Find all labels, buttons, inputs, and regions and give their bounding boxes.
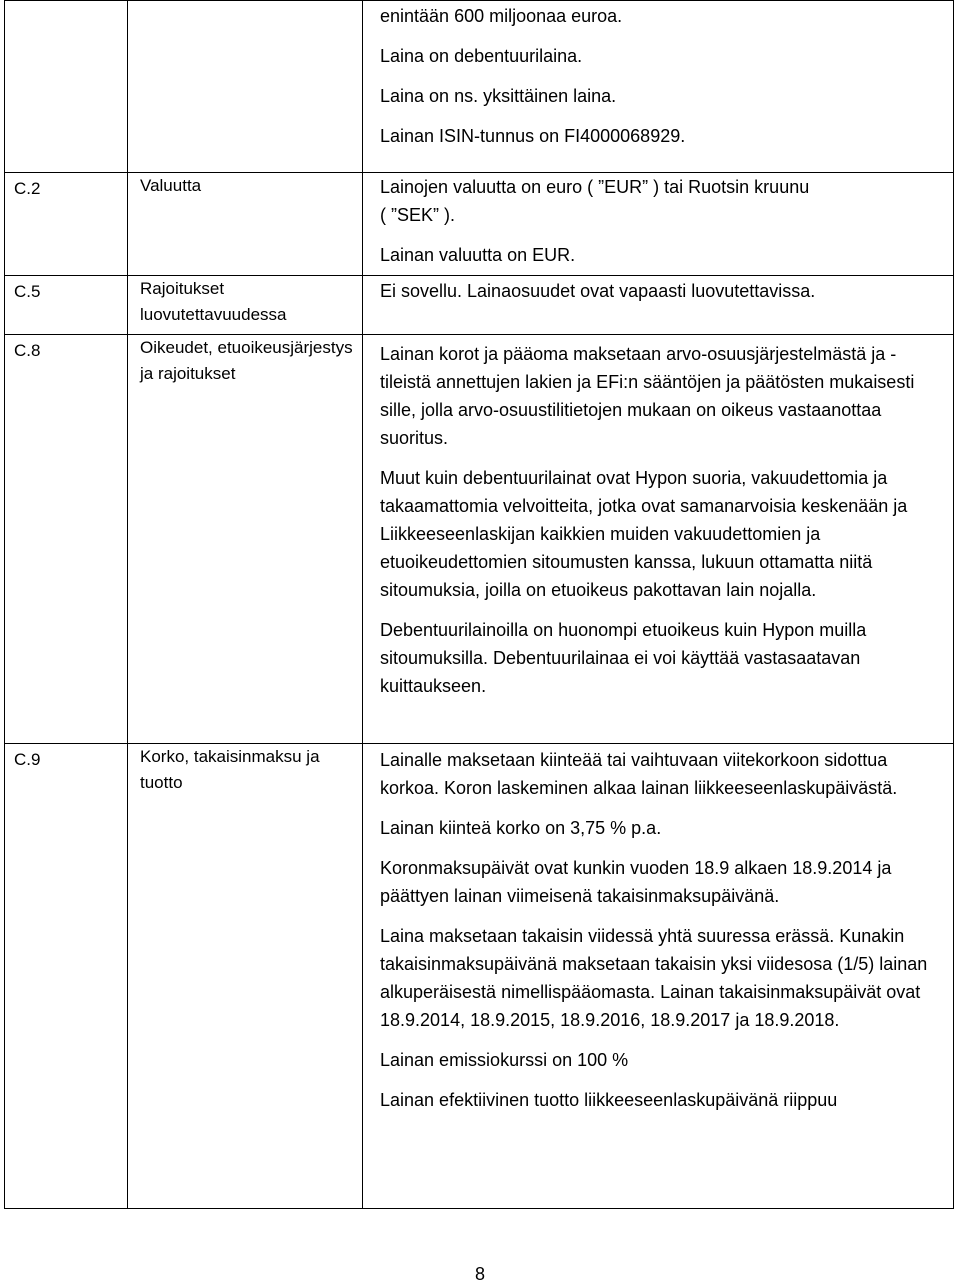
paragraph: Laina maksetaan takaisin viidessä yhtä suuressa erässä. Kunakin takaisinmaksupäivänä maksetaan takaisin yksi viidesosa (1/5) lainan alkuperäisestä nimellispääomasta. Lainan takaisinmaksupäivät ovat 18.9.2014, 18.9.2015, 18.9.2016, 18.9.2017 ja 18.9.2018. [380, 926, 928, 1030]
code-cell [5, 276, 128, 335]
paragraph [380, 173, 945, 229]
paragraph: Lainan korot ja pääoma maksetaan arvo-osuusjärjestelmästä ja -tileistä annettujen lakien ja EFi:n sääntöjen ja päätösten mukaisesti sille, jolla arvo-osuustilitietojen mukaan on oikeus vastaanottaa suoritus. [380, 344, 915, 448]
section-code: C.9 [14, 750, 41, 769]
content-cell [363, 335, 954, 744]
paragraph: Koronmaksupäivät ovat kunkin vuoden 18.9 alkaen 18.9.2014 ja päättyen lainan viimeisenä takaisinmaksupäivänä. [380, 858, 892, 906]
summary-table [4, 0, 954, 1209]
paragraph: Lainan emissiokurssi on 100 % [380, 1050, 629, 1070]
paragraph: Laina on ns. yksittäinen laina. [380, 86, 617, 106]
code-cell [5, 1, 128, 173]
code-cell [5, 335, 128, 744]
title-cell [128, 335, 363, 744]
section-title: Korko, takaisinmaksu ja tuotto [140, 747, 320, 792]
paragraph-line: ( ”SEK” ). [380, 205, 455, 225]
page-number: 8 [474, 1264, 485, 1284]
table-row [5, 173, 954, 276]
title-cell [128, 173, 363, 276]
paragraph: Lainan kiinteä korko on 3,75 % p.a. [380, 818, 662, 838]
section-title: Oikeudet, etuoikeusjärjestys ja rajoitukset [140, 338, 353, 383]
paragraph: Laina on debentuurilaina. [380, 46, 583, 66]
content-cell [363, 173, 954, 276]
content-cell [363, 276, 954, 335]
table-row [5, 335, 954, 744]
section-code: C.8 [14, 341, 41, 360]
paragraph: Lainan valuutta on EUR. [380, 245, 576, 265]
content-cell [363, 1, 954, 173]
section-code: C.5 [14, 282, 41, 301]
code-cell [5, 173, 128, 276]
table-row [5, 744, 954, 1209]
paragraph: Lainan ISIN-tunnus on FI4000068929. [380, 126, 686, 146]
paragraph: Lainan efektiivinen tuotto liikkeeseenlaskupäivänä riippuu [380, 1090, 838, 1110]
paragraph: Ei sovellu. Lainaosuudet ovat vapaasti luovutettavissa. [380, 281, 816, 301]
title-cell [128, 744, 363, 1209]
title-cell [128, 276, 363, 335]
paragraph-line: Lainojen valuutta on euro ( ”EUR” ) tai Ruotsin kruunu [380, 177, 810, 197]
code-cell [5, 744, 128, 1209]
paragraph: Lainalle maksetaan kiinteää tai vaihtuvaan viitekorkoon sidottua korkoa. Koron laskeminen alkaa lainan liikkeeseenlaskupäivästä. [380, 750, 898, 798]
paragraph: enintään 600 miljoonaa euroa. [380, 6, 623, 26]
section-code: C.2 [14, 179, 41, 198]
section-code [5, 1, 127, 3]
paragraph: Debentuurilainoilla on huonompi etuoikeus kuin Hypon muilla sitoumuksilla. Debentuurilainaa ei voi käyttää vastasaatavan kuittaukseen. [380, 620, 867, 696]
paragraph: Muut kuin debentuurilainat ovat Hypon suoria, vakuudettomia ja takaamattomia velvoitteita, jotka ovat samanarvoisia keskenään ja Liikkeeseenlaskijan kaikkien muiden vakuudettomien ja etuoikeudettomien sitoumusten kanssa, lukuun ottamatta niitä sitoumuksia, joilla on etuoikeus pakottavan lain nojalla. [380, 468, 908, 600]
title-cell [128, 1, 363, 173]
content-cell [363, 744, 954, 1209]
table-row [5, 276, 954, 335]
table-row [5, 1, 954, 173]
section-title: Rajoitukset luovutettavuudessa [140, 279, 287, 324]
section-title: Valuutta [140, 176, 202, 195]
